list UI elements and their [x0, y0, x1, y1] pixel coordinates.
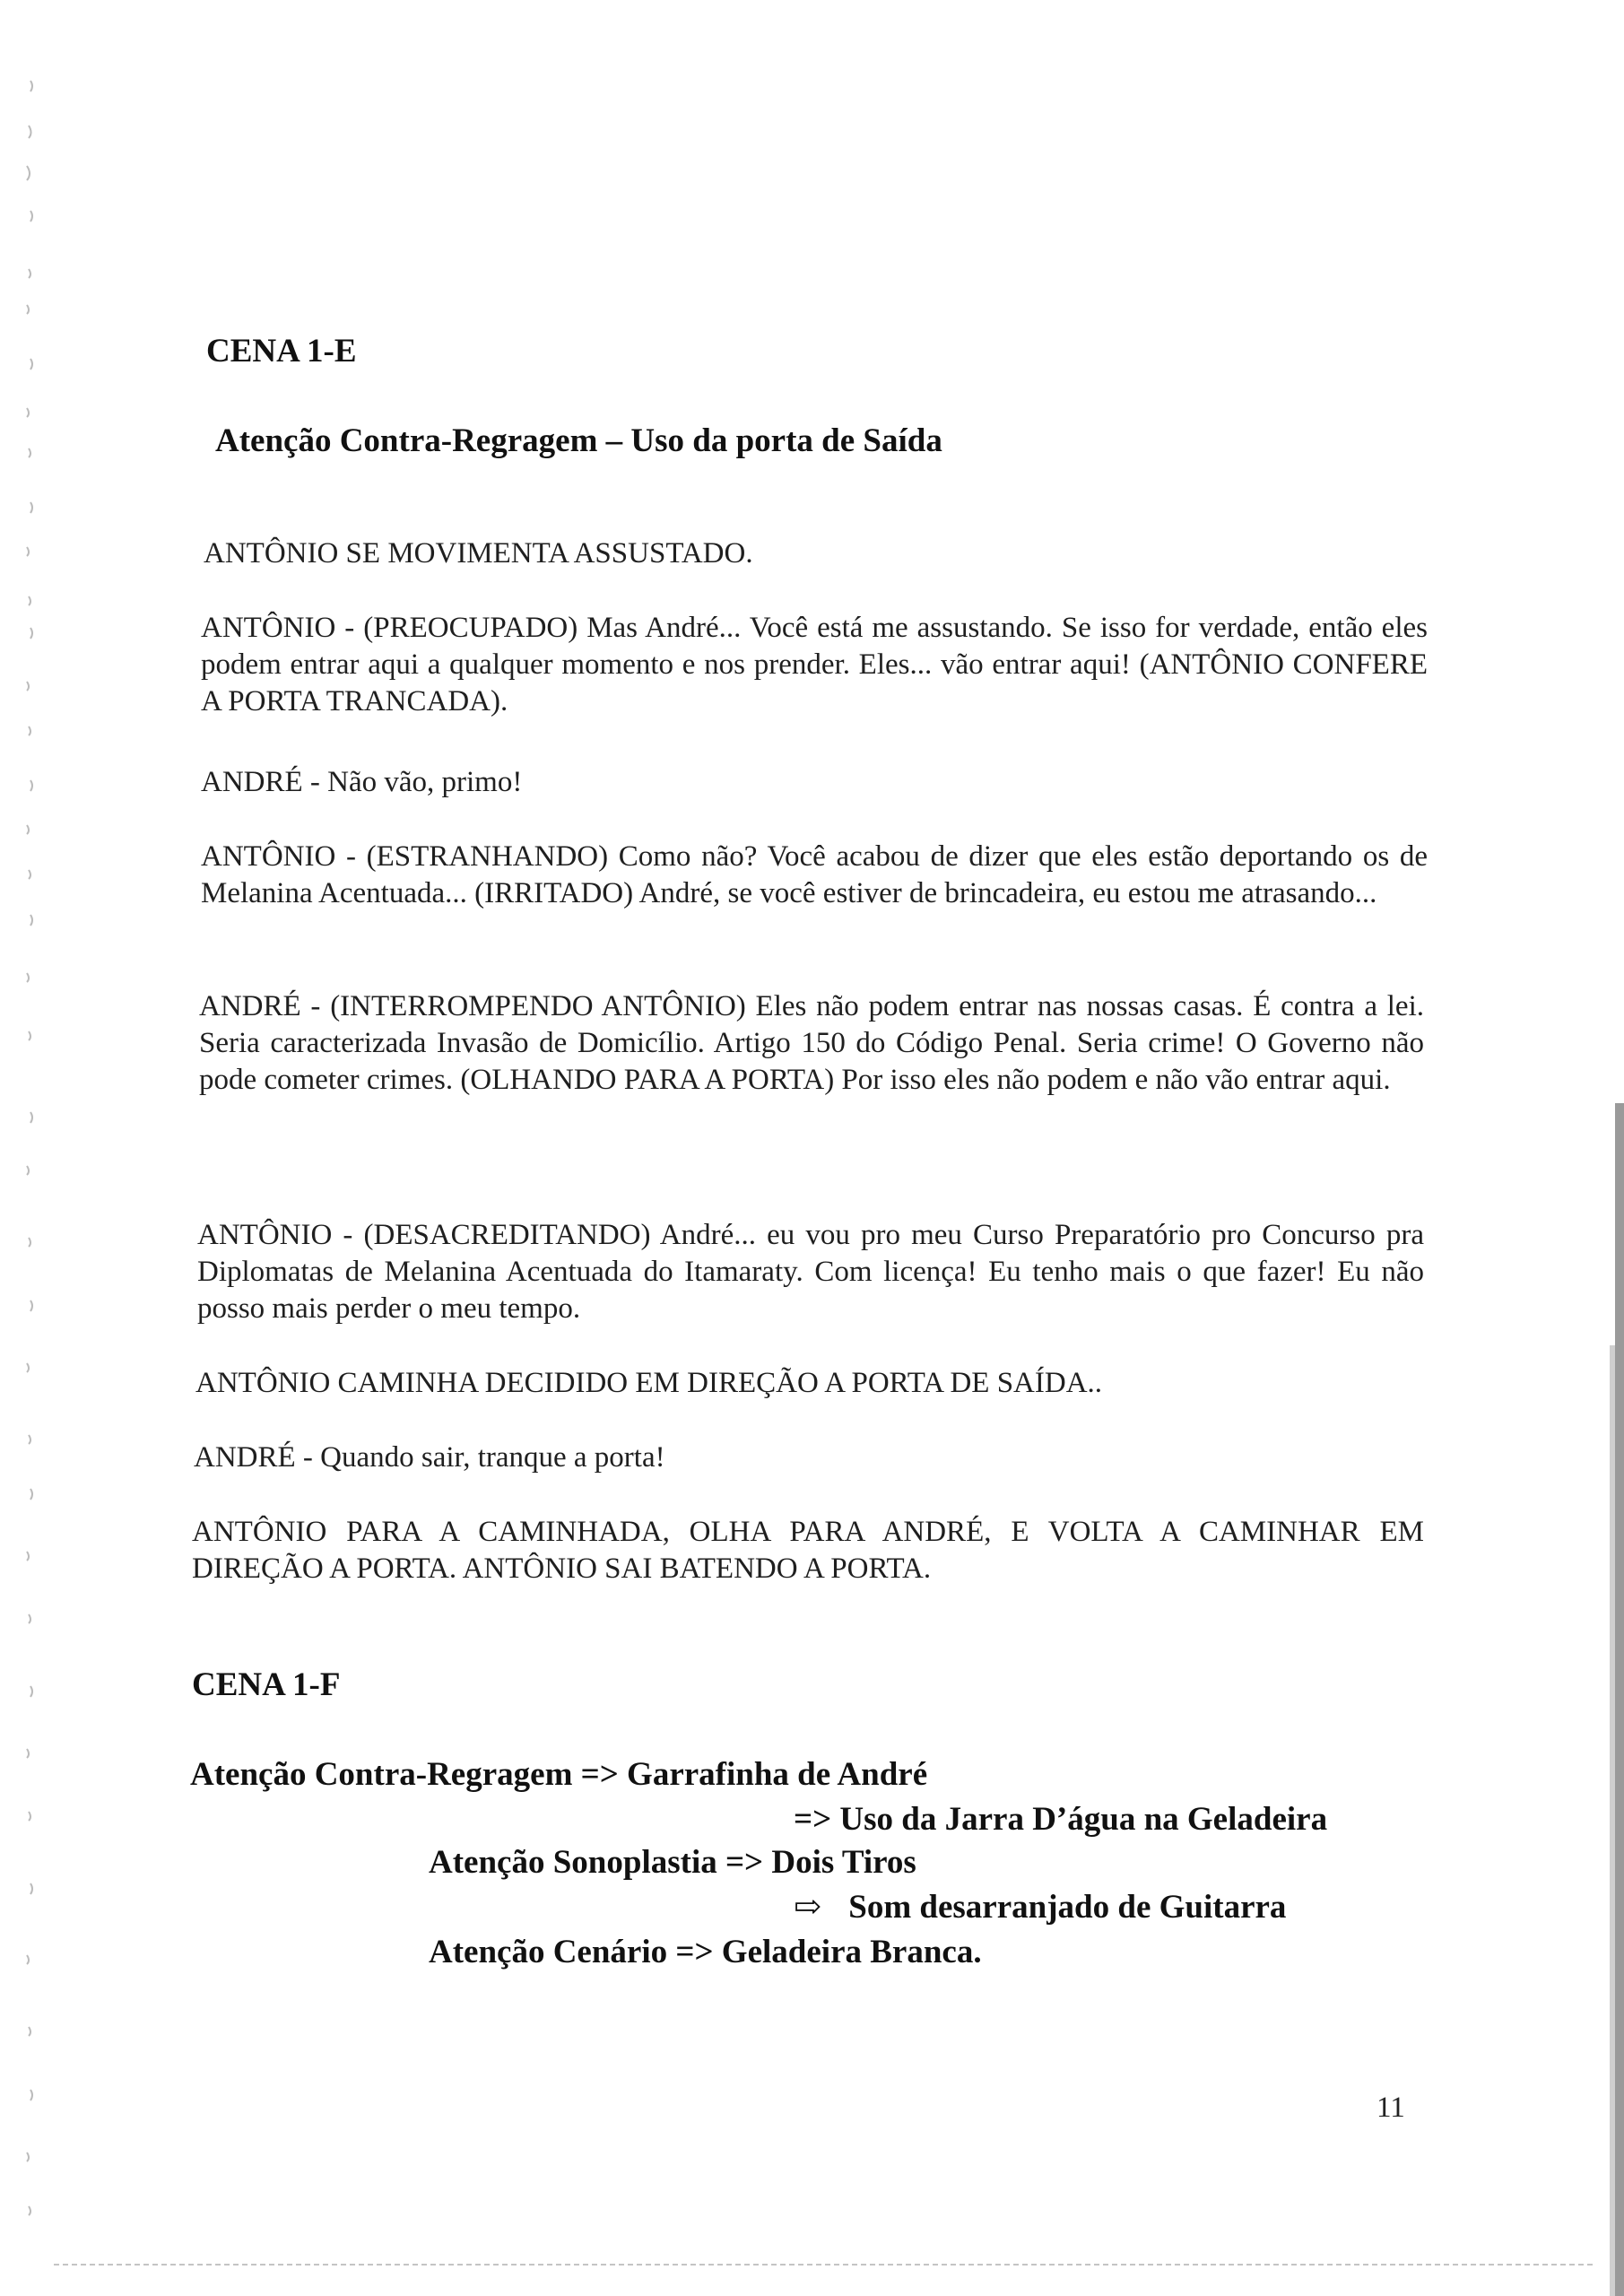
dialogue-line: ANDRÉ - Quando sair, tranque a porta!: [194, 1441, 665, 1474]
production-cue: => Uso da Jarra D’água na Geladeira: [794, 1801, 1328, 1838]
dialogue-paragraph: ANTÔNIO - (PREOCUPADO) Mas André... Você está me assustando. Se isso for verdade, então eles podem entrar aqui a qualquer momento e nos prender. Eles... vão entrar aqui! (ANTÔNIO CONFERE A PORTA TRANCADA).: [201, 612, 1428, 718]
production-cue: [794, 1888, 1286, 1927]
production-cue-text: Som desarranjado de Guitarra: [848, 1889, 1287, 1926]
stage-direction: ANTÔNIO SE MOVIMENTA ASSUSTADO.: [204, 537, 753, 570]
left-margin-scan-marks: [0, 0, 72, 2296]
scene-heading: CENA 1-E: [206, 333, 357, 370]
dialogue-line: ANDRÉ - Não vão, primo!: [201, 766, 523, 798]
right-edge-scan-shadow: [1588, 0, 1624, 2296]
page-number: 11: [1376, 2092, 1405, 2124]
dialogue-paragraph: ANTÔNIO - (ESTRANHANDO) Como não? Você acabou de dizer que eles estão deportando os de Melanina Acentuada... (IRRITADO) André, se você estiver de brincadeira, eu estou me atrasando...: [201, 840, 1428, 909]
production-cue: Atenção Contra-Regragem – Uso da porta de Saída: [215, 422, 942, 459]
dialogue-paragraph: ANDRÉ - (INTERROMPENDO ANTÔNIO) Eles não podem entrar nas nossas casas. É contra a lei. Seria caracterizada Invasão de Domicílio. Artigo 150 do Código Penal. Seria crime! O Governo não pode cometer crimes. (OLHANDO PARA A PORTA) Por isso eles não podem e não vão entrar aqui.: [199, 990, 1424, 1096]
stage-direction: ANTÔNIO CAMINHA DECIDIDO EM DIREÇÃO A PORTA DE SAÍDA..: [195, 1367, 1103, 1399]
dialogue-paragraph: ANTÔNIO - (DESACREDITANDO) André... eu vou pro meu Curso Preparatório pro Concurso pra Diplomatas de Melanina Acentuada do Itamaraty. Com licença! Eu tenho mais o que fazer! Eu não posso mais perder o meu tempo.: [197, 1219, 1424, 1325]
stage-direction-paragraph: ANTÔNIO PARA A CAMINHADA, OLHA PARA ANDRÉ, E VOLTA A CAMINHAR EM DIREÇÃO A PORTA. ANTÔNIO SAI BATENDO A PORTA.: [192, 1516, 1424, 1585]
scene-heading: CENA 1-F: [192, 1666, 341, 1703]
production-cue: Atenção Sonoplastia => Dois Tiros: [429, 1844, 916, 1881]
bottom-edge-scan-line: [0, 2260, 1624, 2269]
production-cue: Atenção Contra-Regragem => Garrafinha de André: [190, 1756, 928, 1793]
arrow-icon: ⇨: [794, 1889, 822, 1926]
production-cue: Atenção Cenário => Geladeira Branca.: [429, 1934, 982, 1970]
